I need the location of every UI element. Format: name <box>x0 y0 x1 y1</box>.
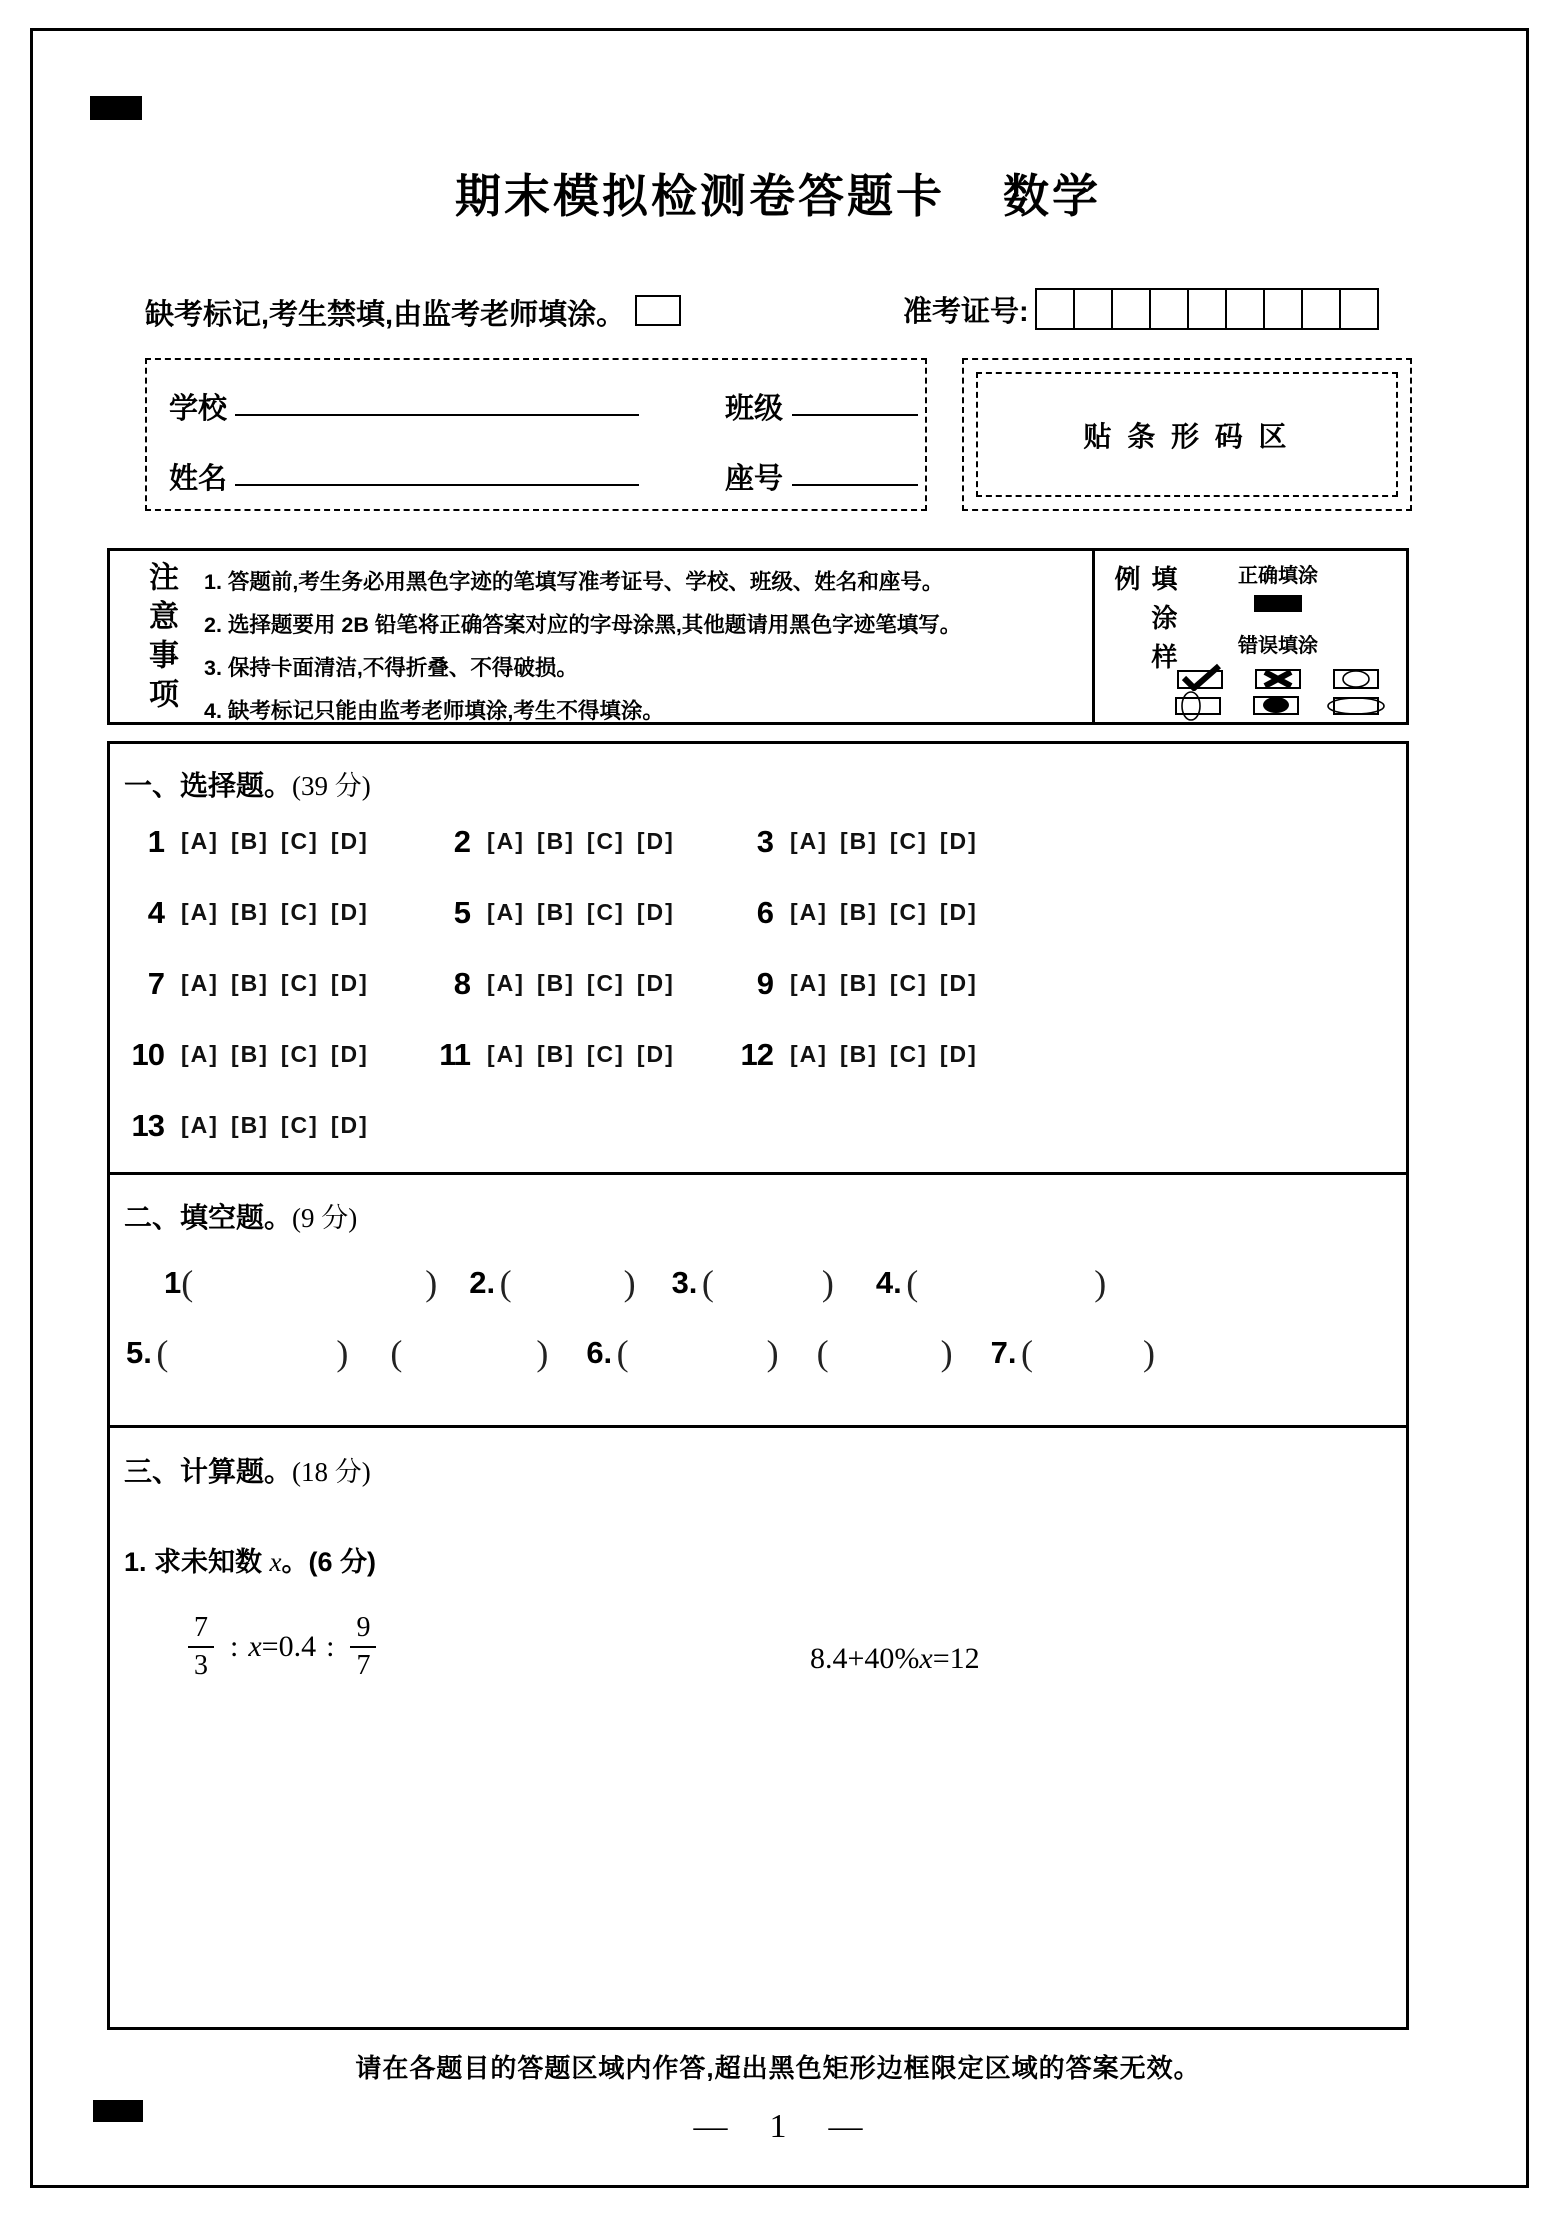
fraction-denominator: 3 <box>194 1650 208 1682</box>
paren-open: ( <box>499 1263 512 1303</box>
school-label: 学校 <box>169 393 228 425</box>
absent-mark-checkbox[interactable] <box>635 295 681 326</box>
correct-fill-mark <box>1254 595 1302 612</box>
exam-number-cell[interactable] <box>1073 288 1113 330</box>
choice-title-text: 一、选择题。 <box>124 770 293 801</box>
option-bubble-d[interactable]: [D] <box>330 828 369 854</box>
blank-field[interactable] <box>390 1332 548 1374</box>
option-bubble-a[interactable]: [A] <box>487 899 525 925</box>
option-bubble-c[interactable]: [C] <box>889 970 928 996</box>
notice-item: 4. 缺考标记只能由监考老师填涂,考生不得填涂。 <box>204 699 664 723</box>
fill-sample-area <box>1150 551 1406 722</box>
paren-open: ( <box>156 1333 169 1373</box>
notice-box <box>107 548 1409 725</box>
paren-close: ) <box>766 1333 779 1373</box>
option-bubble-c[interactable]: [C] <box>889 1041 928 1067</box>
option-bubble-b[interactable]: [B] <box>839 828 878 854</box>
choice-grid <box>120 806 1396 1161</box>
option-bubble-a[interactable]: [A] <box>181 1041 219 1067</box>
barcode-inner-frame <box>976 372 1398 497</box>
exam-number-grid <box>1037 288 1379 330</box>
question-item <box>426 1019 729 1090</box>
option-bubble-a[interactable]: [A] <box>790 970 828 996</box>
section-divider <box>107 1172 1409 1175</box>
exam-number-cell[interactable] <box>1187 288 1227 330</box>
decimal-value: 0.4 <box>278 1630 317 1664</box>
blank-field[interactable] <box>469 1262 635 1304</box>
paren-close: ) <box>821 1263 834 1303</box>
exam-number-row <box>903 288 1379 330</box>
option-bubble-b[interactable]: [B] <box>536 899 575 925</box>
registration-mark-top <box>90 96 142 120</box>
option-bubble-c[interactable]: [C] <box>586 828 625 854</box>
page-title <box>0 160 1556 226</box>
option-bubble-d[interactable]: [D] <box>636 1041 675 1067</box>
question-item <box>729 806 1396 877</box>
option-bubble-b[interactable]: [B] <box>230 1041 269 1067</box>
student-info-box <box>145 358 927 511</box>
fraction-denominator: 7 <box>356 1650 371 1682</box>
question-item <box>426 948 729 1019</box>
equation-1 <box>182 1612 382 1682</box>
paren-open: ( <box>181 1263 194 1303</box>
question-item <box>729 948 1396 1019</box>
page-number-dash: — <box>693 2108 728 2145</box>
option-bubble-d[interactable]: [D] <box>939 899 978 925</box>
calc-subtitle-suffix: 。(6 分) <box>281 1547 377 1577</box>
option-bubble-b[interactable]: [B] <box>536 828 575 854</box>
paren-close: ) <box>336 1333 349 1373</box>
option-bubble-d[interactable]: [D] <box>636 828 675 854</box>
option-bubble-c[interactable]: [C] <box>280 899 319 925</box>
paren-close: ) <box>1094 1263 1107 1303</box>
option-bubble-b[interactable]: [B] <box>230 970 269 996</box>
option-bubble-a[interactable]: [A] <box>790 828 828 854</box>
question-item <box>120 948 426 1019</box>
page-number-row <box>0 2108 1556 2146</box>
option-bubble-c[interactable]: [C] <box>889 828 928 854</box>
option-bubble-c[interactable]: [C] <box>280 1041 319 1067</box>
question-number: 3 <box>756 823 773 859</box>
notice-item: 3. 保持卡面清洁,不得折叠、不得破损。 <box>204 656 578 680</box>
question-item <box>120 877 426 948</box>
variable-x: x <box>919 1642 933 1675</box>
name-label: 姓名 <box>169 463 228 495</box>
paren-close: ) <box>536 1333 549 1373</box>
wrong-sample-wide-ellipse-icon <box>1326 691 1386 721</box>
fill-row-1 <box>122 1262 1106 1304</box>
question-item <box>120 1019 426 1090</box>
exam-number-cell[interactable] <box>1225 288 1265 330</box>
option-bubble-b[interactable]: [B] <box>536 970 575 996</box>
fill-sample-label: 填涂样例 <box>1111 565 1178 682</box>
option-bubble-a[interactable]: [A] <box>487 1041 525 1067</box>
option-bubble-b[interactable]: [B] <box>230 828 269 854</box>
notice-item: 2. 选择题要用 2B 铅笔将正确答案对应的字母涂黑,其他题请用黑色字迹笔填写。 <box>204 613 962 637</box>
correct-fill-label: 正确填涂 <box>1238 565 1318 587</box>
paren-close: ) <box>940 1333 953 1373</box>
option-bubble-a[interactable]: [A] <box>181 1112 219 1138</box>
notice-items <box>204 562 1084 734</box>
answer-area <box>107 741 1409 2030</box>
option-bubble-a[interactable]: [A] <box>487 970 525 996</box>
notice-side-label: 注意事项 <box>144 561 177 717</box>
question-item <box>729 877 1396 948</box>
blank-field[interactable] <box>164 1262 437 1304</box>
option-bubble-a[interactable]: [A] <box>181 970 219 996</box>
option-bubble-d[interactable]: [D] <box>939 828 978 854</box>
wrong-sample-filled-ellipse-icon <box>1248 691 1304 721</box>
question-item <box>426 806 729 877</box>
option-bubble-a[interactable]: [A] <box>181 899 219 925</box>
blank-number: 1 <box>164 1265 182 1300</box>
choice-points: (39 分) <box>292 771 371 801</box>
exam-number-cell[interactable] <box>1263 288 1303 330</box>
blank-number: 5. <box>126 1335 152 1370</box>
blank-field[interactable] <box>586 1332 778 1374</box>
paren-open: ( <box>616 1333 629 1373</box>
option-bubble-b[interactable]: [B] <box>839 899 878 925</box>
exam-number-cell[interactable] <box>1111 288 1151 330</box>
fill-section-title <box>124 1196 357 1236</box>
calc-subtitle <box>124 1540 376 1579</box>
calc-title-text: 三、计算题。 <box>124 1456 293 1487</box>
question-number: 1 <box>147 823 164 859</box>
question-number: 8 <box>453 965 470 1001</box>
section-divider <box>107 1425 1409 1428</box>
fill-row-2 <box>122 1332 1155 1374</box>
option-bubble-a[interactable]: [A] <box>790 899 828 925</box>
page-title-main: 期末模拟检测卷答题卡 <box>455 170 945 222</box>
question-number: 12 <box>740 1036 773 1072</box>
barcode-label: 贴 条 形 码 区 <box>1083 420 1291 452</box>
question-number: 5 <box>453 894 470 930</box>
paren-open: ( <box>1020 1333 1033 1373</box>
question-item <box>729 1019 1396 1090</box>
option-bubble-c[interactable]: [C] <box>586 899 625 925</box>
option-bubble-d[interactable]: [D] <box>330 970 369 996</box>
option-bubble-c[interactable]: [C] <box>280 828 319 854</box>
wrong-sample-vertical-ellipse-icon <box>1170 691 1226 721</box>
page-number-dash: — <box>828 2108 863 2145</box>
calc-points: (18 分) <box>292 1457 371 1487</box>
fraction <box>350 1612 376 1682</box>
wrong-sample-circle-icon <box>1328 663 1384 691</box>
blank-number: 2. <box>469 1265 496 1300</box>
option-bubble-d[interactable]: [D] <box>636 899 675 925</box>
option-bubble-c[interactable]: [C] <box>586 970 625 996</box>
equals-sign: = <box>261 1630 279 1664</box>
page-title-subject: 数学 <box>1003 170 1101 222</box>
paren-open: ( <box>816 1333 829 1373</box>
option-bubble-d[interactable]: [D] <box>939 1041 978 1067</box>
equation-2-suffix: =12 <box>932 1642 980 1675</box>
fraction-numerator: 9 <box>350 1612 376 1648</box>
exam-number-cell[interactable] <box>1339 288 1379 330</box>
paren-open: ( <box>906 1263 919 1303</box>
equation-2 <box>810 1642 980 1676</box>
question-item <box>426 877 729 948</box>
fraction <box>188 1612 214 1682</box>
option-bubble-d[interactable]: [D] <box>636 970 675 996</box>
option-bubble-a[interactable]: [A] <box>487 828 525 854</box>
paren-open: ( <box>390 1333 403 1373</box>
exam-number-cell[interactable] <box>1035 288 1075 330</box>
absent-mark-row <box>145 292 681 333</box>
choice-section-title <box>124 764 371 804</box>
option-bubble-a[interactable]: [A] <box>790 1041 828 1067</box>
option-bubble-d[interactable]: [D] <box>330 1041 369 1067</box>
question-number: 11 <box>439 1036 470 1072</box>
exam-number-label: 准考证号: <box>903 295 1029 328</box>
wrong-fill-label: 错误填涂 <box>1238 635 1318 657</box>
question-number: 4 <box>147 894 164 930</box>
option-bubble-b[interactable]: [B] <box>230 1112 269 1138</box>
blank-field[interactable] <box>672 1262 834 1304</box>
fraction-numerator: 7 <box>188 1612 214 1648</box>
paren-close: ) <box>1142 1333 1155 1373</box>
notice-item: 1. 答题前,考生务必用黑色字迹的笔填写准考证号、学校、班级、姓名和座号。 <box>204 570 944 594</box>
question-number: 6 <box>756 894 773 930</box>
footer-note: 请在各题目的答题区域内作答,超出黑色矩形边框限定区域的答案无效。 <box>355 2053 1201 2083</box>
paren-close: ) <box>425 1263 438 1303</box>
option-bubble-c[interactable]: [C] <box>280 1112 319 1138</box>
blank-field[interactable] <box>126 1332 348 1374</box>
option-bubble-d[interactable]: [D] <box>939 970 978 996</box>
calc-section-title <box>124 1450 371 1490</box>
question-item <box>120 806 426 877</box>
option-bubble-d[interactable]: [D] <box>330 899 369 925</box>
option-bubble-b[interactable]: [B] <box>839 970 878 996</box>
blank-number: 3. <box>671 1265 698 1300</box>
variable-x: x <box>248 1630 262 1664</box>
blank-number: 4. <box>875 1265 902 1300</box>
equation-2-prefix: 8.4+40% <box>810 1642 920 1675</box>
name-input-line[interactable] <box>235 450 639 486</box>
calc-subtitle-var: x <box>269 1547 282 1577</box>
fill-title-text: 二、填空题。 <box>124 1202 293 1233</box>
option-bubble-c[interactable]: [C] <box>280 970 319 996</box>
option-bubble-b[interactable]: [B] <box>230 899 269 925</box>
option-bubble-a[interactable]: [A] <box>181 828 219 854</box>
option-bubble-b[interactable]: [B] <box>839 1041 878 1067</box>
question-number: 7 <box>147 965 164 1001</box>
seat-input-line[interactable] <box>792 450 918 486</box>
calc-subtitle-prefix: 1. 求未知数 <box>124 1547 270 1577</box>
option-bubble-c[interactable]: [C] <box>889 899 928 925</box>
blank-field[interactable] <box>991 1332 1155 1374</box>
question-number: 9 <box>756 965 773 1001</box>
wrong-sample-check-icon <box>1172 663 1228 691</box>
exam-number-cell[interactable] <box>1149 288 1189 330</box>
seat-label: 座号 <box>725 463 784 495</box>
colon: : <box>230 1630 239 1664</box>
question-number: 2 <box>453 823 470 859</box>
paren-open: ( <box>701 1263 714 1303</box>
absent-mark-label: 缺考标记,考生禁填,由监考老师填涂。 <box>145 299 626 331</box>
exam-number-cell[interactable] <box>1301 288 1341 330</box>
blank-number: 6. <box>586 1335 613 1370</box>
class-input-line[interactable] <box>792 380 918 416</box>
paren-close: ) <box>623 1263 636 1303</box>
notice-divider <box>1092 551 1095 722</box>
blank-field[interactable] <box>817 1332 953 1374</box>
fill-points: (9 分) <box>292 1203 358 1233</box>
question-number: 13 <box>131 1107 164 1143</box>
colon: : <box>326 1630 335 1664</box>
question-number: 10 <box>131 1036 164 1072</box>
question-item <box>120 1090 426 1161</box>
option-bubble-d[interactable]: [D] <box>330 1112 369 1138</box>
school-input-line[interactable] <box>235 380 639 416</box>
blank-field[interactable] <box>876 1262 1106 1304</box>
option-bubble-c[interactable]: [C] <box>586 1041 625 1067</box>
blank-number: 7. <box>990 1335 1017 1370</box>
page-number: 1 <box>769 2108 787 2145</box>
class-label: 班级 <box>725 393 784 425</box>
option-bubble-b[interactable]: [B] <box>536 1041 575 1067</box>
wrong-sample-cross-icon <box>1250 663 1306 691</box>
barcode-area <box>962 358 1412 511</box>
